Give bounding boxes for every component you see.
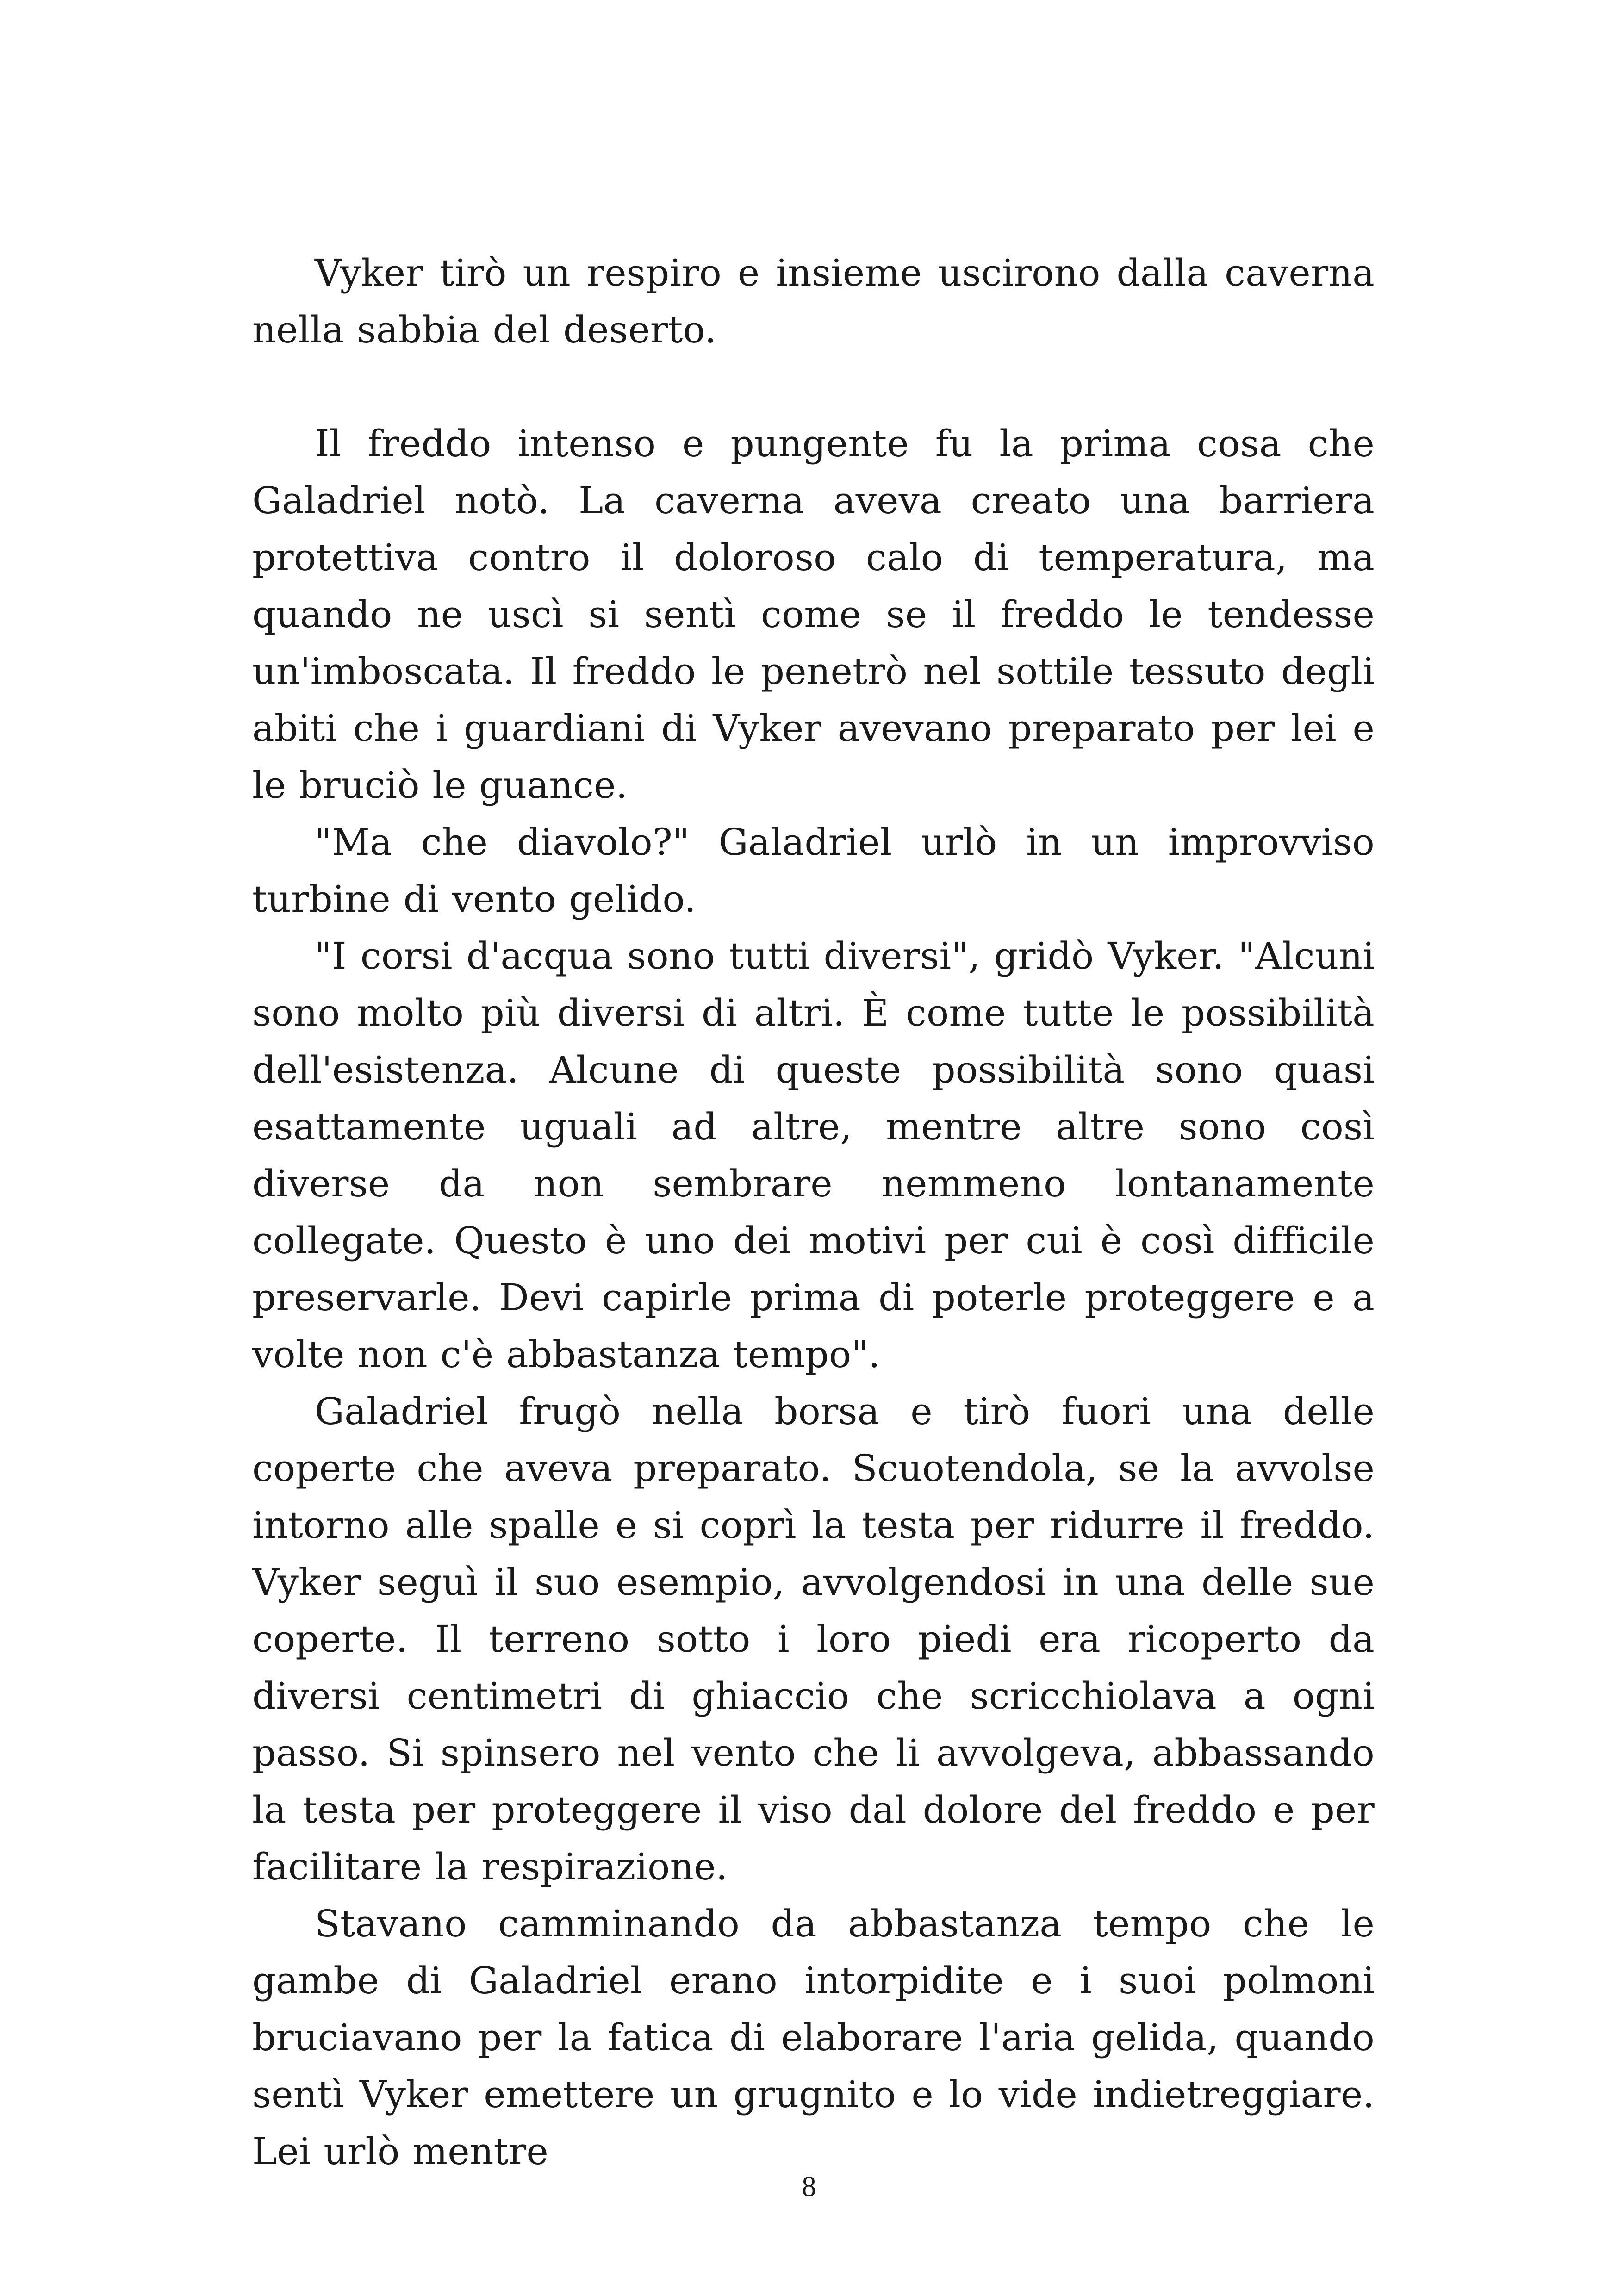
- paragraph: "Ma che diavolo?" Galadriel urlò in un improvviso turbine di vento gelido.: [252, 821, 1375, 921]
- body-text: [252, 244, 1375, 2180]
- page-number: 8: [802, 2171, 816, 2203]
- paragraph: "I corsi d'acqua sono tutti diversi", gridò Vyker. "Alcuni sono molto più diversi di altri. È come tutte le possibilità dell'esistenza. Alcune di queste possibilità sono quasi esattamente uguali ad altre, mentre altre sono così diverse da non sembrare nemmeno lontanamente collegate. Questo è uno dei motivi per cui è così difficile preservarle. Devi capirle prima di poterle proteggere e a volte non c'è abbastanza tempo".: [252, 934, 1375, 1376]
- paragraph: Vyker tirò un respiro e insieme uscirono dalla caverna nella sabbia del deserto.: [252, 251, 1375, 351]
- paragraph: Il freddo intenso e pungente fu la prima cosa che Galadriel notò. La caverna aveva creato una barriera protettiva contro il doloroso calo di temperatura, ma quando ne uscì si sentì come se il freddo le tendesse un'imboscata. Il freddo le penetrò nel sottile tessuto degli abiti che i guardiani di Vyker avevano preparato per lei e le bruciò le guance.: [252, 422, 1375, 807]
- paragraph: Galadriel frugò nella borsa e tirò fuori una delle coperte che aveva preparato. Scuotendola, se la avvolse intorno alle spalle e si coprì la testa per ridurre il freddo. Vyker seguì il suo esempio, avvolgendosi in una delle sue coperte. Il terreno sotto i loro piedi era ricoperto da diversi centimetri di ghiaccio che scricchiolava a ogni passo. Si spinsero nel vento che li avvolgeva, abbassando la testa per proteggere il viso dal dolore del freddo e per facilitare la respirazione.: [252, 1390, 1375, 1888]
- paragraph: Stavano camminando da abbastanza tempo che le gambe di Galadriel erano intorpidite e i suoi polmoni bruciavano per la fatica di elaborare l'aria gelida, quando sentì Vyker emettere un grugnito e lo vide indietreggiare. Lei urlò mentre: [252, 1902, 1375, 2173]
